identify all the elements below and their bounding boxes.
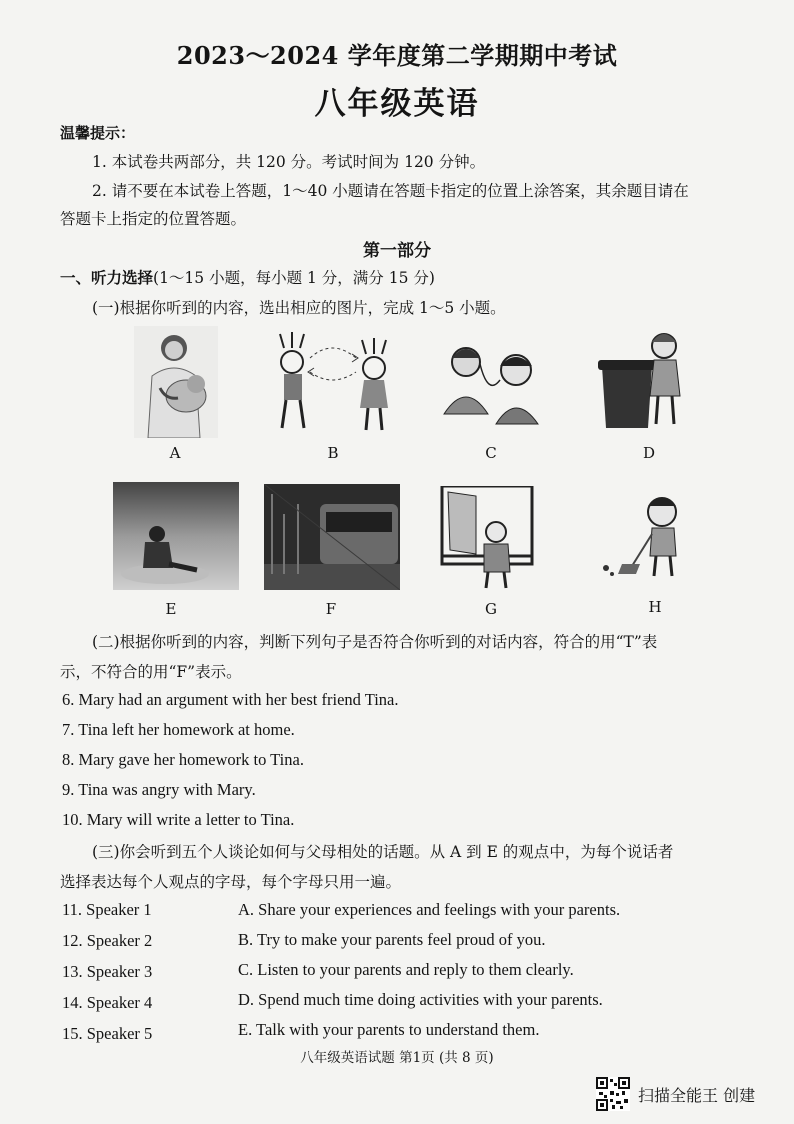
option-b: B. Try to make your parents feel proud of you. (238, 930, 546, 949)
sub-instruction-3-line2: 选择表达每个人观点的字母，每个字母只用一遍。 (60, 873, 402, 891)
option-c: C. Listen to your parents and reply to them clearly. (238, 960, 574, 979)
option-d: D. Spend much time doing activities with your parents. (238, 990, 603, 1009)
picture-label-a: A (169, 444, 181, 462)
speaker-11: 11. Speaker 1 (62, 900, 152, 919)
exam-subject: 八年级英语 (314, 86, 480, 122)
tip-item-1: 1. 本试卷共两部分，共 120 分。考试时间为 120 分钟。 (92, 153, 486, 171)
speaker-13: 13. Speaker 3 (62, 962, 153, 981)
picture-label-c: C (485, 444, 497, 462)
picture-label-h: H (648, 598, 662, 616)
picture-a (134, 326, 218, 438)
part-one-title: 第一部分 (363, 241, 431, 261)
statement-10: 10. Mary will write a letter to Tina. (62, 810, 295, 829)
sub-instruction-1: (一)根据你听到的内容，选出相应的图片，完成 1～5 小题。 (92, 299, 506, 317)
section-heading: 一、听力选择 (60, 268, 154, 287)
picture-b (270, 328, 396, 434)
page-footer: 八年级英语试题 第1页 (共 8 页) (300, 1050, 494, 1066)
tip-item-3: 答题卡上指定的位置答题。 (60, 210, 247, 228)
sub-instruction-2-line2: 示，不符合的用“F”表示。 (60, 663, 242, 681)
picture-label-e: E (165, 600, 177, 618)
tip-item-2: 2. 请不要在本试卷上答题，1～40 小题请在答题卡指定的位置上涂答案，其余题目请在 (92, 182, 689, 200)
sub-instruction-3-line1: (三)你会听到五个人谈论如何与父母相处的话题。从 A 到 E 的观点中，为每个说话者 (92, 843, 674, 861)
speaker-12: 12. Speaker 2 (62, 931, 153, 950)
watermark-text: 扫描全能王 创建 (638, 1085, 756, 1105)
picture-e (113, 482, 239, 590)
section-listening (60, 266, 435, 288)
picture-label-g: G (485, 600, 497, 618)
qr-code-icon (596, 1077, 630, 1111)
statement-7: 7. Tina left her homework at home. (62, 720, 295, 739)
picture-c (436, 336, 548, 426)
statement-8: 8. Mary gave her homework to Tina. (62, 750, 304, 769)
option-e: E. Talk with your parents to understand them. (238, 1020, 540, 1039)
picture-label-f: F (325, 600, 337, 618)
picture-h (596, 484, 694, 582)
picture-f (264, 484, 400, 590)
speaker-14: 14. Speaker 4 (62, 993, 153, 1012)
speaker-15: 15. Speaker 5 (62, 1024, 153, 1043)
picture-label-d: D (642, 444, 656, 462)
section-note: (1～15 小题，每小题 1 分，满分 15 分) (153, 269, 435, 287)
tips-heading: 温馨提示： (60, 124, 136, 142)
option-a: A. Share your experiences and feelings with your parents. (238, 900, 621, 919)
statement-9: 9. Tina was angry with Mary. (62, 780, 256, 799)
picture-g (438, 486, 536, 590)
sub-instruction-2-line1: (二)根据你听到的内容，判断下列句子是否符合你听到的对话内容，符合的用“T”表 (92, 633, 658, 651)
picture-label-b: B (327, 444, 339, 462)
exam-title: 2023～2024 学年度第二学期期中考试 (176, 41, 618, 70)
statement-6: 6. Mary had an argument with her best friend Tina. (62, 690, 399, 709)
scanner-watermark (596, 1077, 755, 1111)
picture-d (598, 326, 694, 432)
